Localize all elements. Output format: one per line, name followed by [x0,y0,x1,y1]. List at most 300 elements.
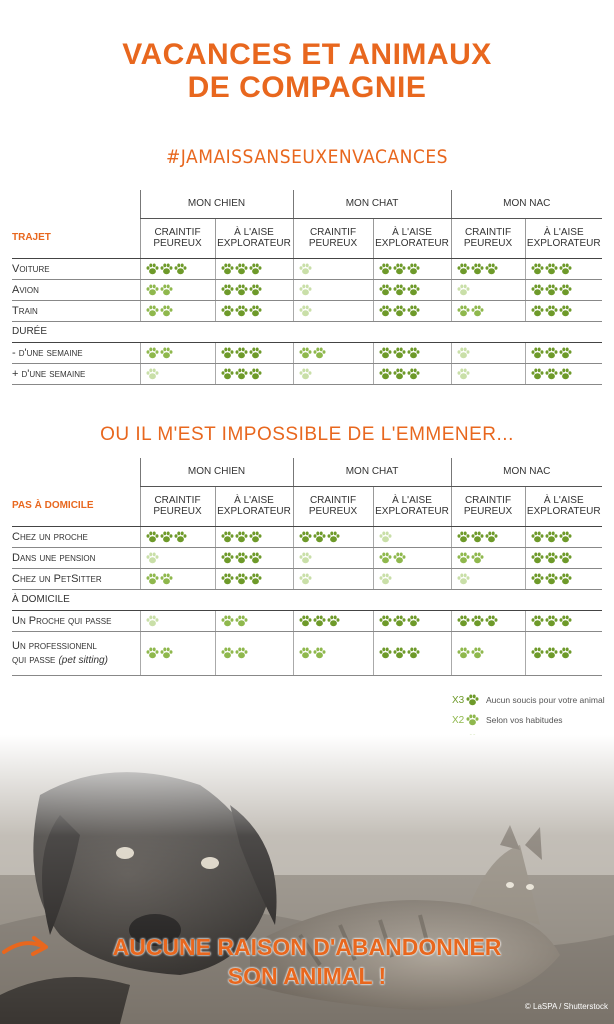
paw-rating [531,368,572,380]
paw-icon [466,694,479,706]
legend-item [452,690,612,710]
paw-icon [299,347,312,359]
paw-icon [379,615,392,627]
rating-cell [293,547,373,568]
page-title [0,38,614,104]
rating-cell [373,363,451,384]
rating-cell [451,631,525,675]
paw-icon [235,305,248,317]
paw-icon [457,647,470,659]
paw-icon [393,647,406,659]
title-line-2: DE COMPAGNIE [187,71,427,104]
legend-multiplier: X3 [452,694,465,706]
paw-icon [531,347,544,359]
paw-icon [457,284,470,296]
subheader-a-laise: À L'AISE EXPLORATEUR [525,218,602,258]
paw-icon [545,368,558,380]
paw-icon [457,531,470,543]
col-header-nac: MON NAC [451,190,602,218]
rating-cell [373,300,451,321]
subheader-craintif: CRAINTIF PEUREUX [140,218,215,258]
paw-icon [313,347,326,359]
paw-icon [249,347,262,359]
paw-rating [146,284,173,296]
paw-icon [299,263,312,275]
paw-rating [146,368,159,380]
paw-icon [559,573,572,585]
paw-icon [379,263,392,275]
paw-rating [531,615,572,627]
paw-icon [146,368,159,380]
paw-icon [471,531,484,543]
rating-cell [451,258,525,279]
paw-icon [457,347,470,359]
paw-icon [146,573,159,585]
rating-cell [293,279,373,300]
table-row [12,342,602,363]
table-row [12,610,602,631]
paw-icon [457,368,470,380]
rating-cell [373,279,451,300]
paw-icon [545,263,558,275]
paw-icon [146,263,159,275]
paw-icon [531,305,544,317]
paw-icon [559,368,572,380]
rating-cell [525,610,602,631]
paw-icon [471,552,484,564]
row-label: Train [12,300,140,321]
paw-icon [457,573,470,585]
col-header-chat: MON CHAT [293,190,451,218]
legend-multiplier: X2 [452,714,465,726]
rating-cell [140,363,215,384]
paw-rating [221,615,248,627]
paw-icon [299,305,312,317]
rating-cell [215,631,293,675]
paw-icon [531,368,544,380]
paw-icon [531,573,544,585]
paw-icon [531,647,544,659]
paw-icon [235,368,248,380]
table-row [12,279,602,300]
paw-icon [327,615,340,627]
rating-cell [451,610,525,631]
row-label: Chez un proche [12,526,140,547]
paw-icon [407,284,420,296]
paw-rating [531,263,572,275]
rating-cell [215,610,293,631]
paw-icon [146,305,159,317]
rating-cell [373,342,451,363]
paw-icon [457,552,470,564]
paw-icon [407,615,420,627]
table-row [12,258,602,279]
paw-icon [466,714,479,726]
paw-rating [531,347,572,359]
paw-icon [545,531,558,543]
paw-icon [235,531,248,543]
paw-rating [299,647,326,659]
paw-rating [379,305,420,317]
paw-icon [457,263,470,275]
paw-icon [485,531,498,543]
paw-rating [299,347,326,359]
paw-icon [299,531,312,543]
rating-cell [293,631,373,675]
paw-icon [379,305,392,317]
rating-cell [215,568,293,589]
paw-icon [379,284,392,296]
paw-icon [559,305,572,317]
paw-icon [174,531,187,543]
rating-cell [140,631,215,675]
paw-icon [249,284,262,296]
paw-icon [249,263,262,275]
paw-rating [146,531,187,543]
paw-icon [160,284,173,296]
paw-rating [299,368,312,380]
paw-rating [457,263,498,275]
paw-rating [531,305,572,317]
rating-cell [293,568,373,589]
paw-icon [485,263,498,275]
paw-icon [221,305,234,317]
paw-rating [379,347,420,359]
subheader-craintif: CRAINTIF PEUREUX [451,486,525,526]
paw-icon [407,305,420,317]
paw-icon [249,368,262,380]
paw-rating [221,552,262,564]
legend-text: Aucun soucis pour votre animal [486,695,605,705]
paw-icon [146,347,159,359]
paw-icon [299,573,312,585]
rating-cell [525,526,602,547]
paw-icon [545,573,558,585]
rating-cell [525,342,602,363]
paw-icon [545,615,558,627]
rating-cell [373,547,451,568]
rating-cell [373,631,451,675]
paw-icon [457,305,470,317]
paw-icon [379,531,392,543]
rating-cell [140,258,215,279]
table-row [12,631,602,675]
paw-icon [235,347,248,359]
paw-rating [457,347,470,359]
section-domicile: À DOMICILE [12,589,602,610]
paw-icon [221,263,234,275]
paw-icon [531,531,544,543]
paw-icon [235,647,248,659]
paw-icon [379,552,392,564]
subheader-a-laise: À L'AISE EXPLORATEUR [373,486,451,526]
subheader-craintif: CRAINTIF PEUREUX [451,218,525,258]
paw-icon [393,284,406,296]
rating-cell [451,363,525,384]
table-row [12,547,602,568]
paw-rating [457,573,470,585]
rating-cell [525,279,602,300]
row-label: Avion [12,279,140,300]
paw-icon [221,531,234,543]
paw-icon [299,368,312,380]
paw-icon [221,573,234,585]
rating-cell [140,547,215,568]
paw-rating [221,284,262,296]
paw-icon [249,305,262,317]
paw-icon [545,552,558,564]
paw-icon [393,368,406,380]
paw-icon [235,573,248,585]
row-label: + d'une semaine [12,363,140,384]
subheader-a-laise: À L'AISE EXPLORATEUR [215,218,293,258]
slogan-line-2: SON ANIMAL ! [227,963,387,989]
paw-icon [379,347,392,359]
paw-icon [249,531,262,543]
paw-rating [221,647,248,659]
paw-icon [249,552,262,564]
table-care [12,458,602,676]
paw-icon [221,552,234,564]
paw-rating [299,615,340,627]
rating-cell [140,279,215,300]
paw-icon [531,615,544,627]
table-row [12,568,602,589]
paw-rating [221,347,262,359]
rating-cell [293,258,373,279]
paw-rating [531,573,572,585]
paw-rating [146,647,173,659]
paw-icon [545,284,558,296]
paw-icon [471,647,484,659]
subheader-craintif: CRAINTIF PEUREUX [293,218,373,258]
paw-icon [559,531,572,543]
paw-rating [146,615,159,627]
paw-icon [221,347,234,359]
paw-rating [299,263,312,275]
paw-icon [160,573,173,585]
paw-icon [299,552,312,564]
rating-cell [215,279,293,300]
paw-icon [221,647,234,659]
legend-item [452,710,612,730]
paw-rating [457,647,484,659]
section-trajet: TRAJET [12,218,140,258]
rating-cell [293,300,373,321]
paw-icon [327,531,340,543]
paw-rating [531,531,572,543]
paw-rating [146,347,173,359]
rating-cell [451,526,525,547]
paw-rating [299,284,312,296]
paw-rating [221,573,262,585]
paw-icon [146,647,159,659]
rating-cell [140,526,215,547]
paw-icon [146,531,159,543]
paw-rating [457,615,498,627]
rating-cell [140,610,215,631]
paw-icon [160,263,173,275]
paw-icon [313,615,326,627]
photo-credit: © LaSPA / Shutterstock [524,1002,608,1011]
paw-icon [545,305,558,317]
table-row [12,300,602,321]
paw-icon [559,647,572,659]
paw-rating [146,573,173,585]
paw-icon [313,531,326,543]
paw-icon [174,263,187,275]
paw-icon [160,347,173,359]
paw-rating [379,368,420,380]
paw-icon [235,552,248,564]
rating-cell [451,300,525,321]
paw-icon [299,647,312,659]
paw-icon [407,647,420,659]
paw-icon [559,347,572,359]
paw-icon [559,284,572,296]
paw-icon [299,284,312,296]
rating-cell [525,547,602,568]
table-row [12,363,602,384]
paw-icon [485,615,498,627]
rating-cell [140,568,215,589]
rating-cell [215,526,293,547]
paw-rating [221,305,262,317]
paw-icon [379,647,392,659]
paw-rating [221,368,262,380]
rating-cell [140,300,215,321]
paw-rating [146,263,187,275]
bottom-slogan [0,933,614,991]
paw-rating [379,284,420,296]
paw-rating [457,531,498,543]
paw-icon [379,368,392,380]
paw-rating [221,531,262,543]
paw-rating [457,552,484,564]
rating-cell [215,363,293,384]
rating-cell [215,300,293,321]
paw-icon [531,284,544,296]
col-header-nac: MON NAC [451,458,602,486]
paw-icon [393,615,406,627]
rating-cell [293,526,373,547]
paw-icon [235,284,248,296]
rating-cell [451,279,525,300]
paw-icon [393,263,406,275]
table-transport [12,190,602,385]
subheader-craintif: CRAINTIF PEUREUX [293,486,373,526]
paw-icon [146,284,159,296]
paw-rating [457,284,470,296]
paw-icon [221,368,234,380]
rating-cell [525,258,602,279]
section-pas-domicile: PAS À DOMICILE [12,486,140,526]
paw-rating [379,647,420,659]
paw-icon [160,531,173,543]
paw-icon [379,573,392,585]
paw-rating [379,615,420,627]
row-label: Chez un PetSitter [12,568,140,589]
col-header-chien: MON CHIEN [140,458,293,486]
row-label: Dans une pension [12,547,140,568]
paw-icon [299,615,312,627]
row-label: - d'une semaine [12,342,140,363]
subheader-a-laise: À L'AISE EXPLORATEUR [215,486,293,526]
hashtag: #JAMAISSANSEUXENVACANCES [165,146,449,168]
section-duree: DURÉE [12,321,602,342]
rating-cell [215,547,293,568]
paw-rating [299,531,340,543]
paw-rating [457,305,484,317]
paw-icon [407,347,420,359]
rating-cell [525,300,602,321]
paw-icon [545,647,558,659]
paw-icon [146,552,159,564]
paw-icon [471,615,484,627]
paw-rating [531,552,572,564]
paw-rating [146,305,173,317]
paw-icon [457,615,470,627]
rating-cell [451,547,525,568]
paw-icon [160,647,173,659]
rating-cell [215,342,293,363]
paw-icon [221,615,234,627]
paw-icon [545,347,558,359]
paw-rating [531,647,572,659]
paw-rating [299,552,312,564]
paw-icon [235,263,248,275]
rating-cell [293,363,373,384]
paw-rating [531,284,572,296]
paw-rating [379,263,420,275]
paw-icon [559,552,572,564]
subheader-craintif: CRAINTIF PEUREUX [140,486,215,526]
paw-icon [393,552,406,564]
paw-icon [235,615,248,627]
title-line-1: VACANCES ET ANIMAUX [122,38,492,71]
section-subtitle: OU IL M'EST IMPOSSIBLE DE L'EMMENER... [100,424,514,445]
paw-icon [471,263,484,275]
paw-icon [160,305,173,317]
paw-rating [221,263,262,275]
paw-rating [379,531,392,543]
rating-cell [451,342,525,363]
paw-rating [457,368,470,380]
paw-icon [407,368,420,380]
table-row [12,526,602,547]
paw-icon [559,263,572,275]
row-label: Voiture [12,258,140,279]
paw-rating [299,305,312,317]
paw-icon [471,305,484,317]
paw-icon [531,552,544,564]
paw-icon [393,347,406,359]
rating-cell [140,342,215,363]
paw-icon [313,647,326,659]
paw-rating [379,552,406,564]
rating-cell [525,631,602,675]
rating-cell [373,526,451,547]
paw-icon [146,615,159,627]
paw-rating [299,573,312,585]
paw-rating [146,552,159,564]
rating-cell [293,342,373,363]
legend-text: Selon vos habitudes [486,715,563,725]
rating-cell [215,258,293,279]
col-header-chien: MON CHIEN [140,190,293,218]
row-label: Un Proche qui passe [12,610,140,631]
rating-cell [525,363,602,384]
